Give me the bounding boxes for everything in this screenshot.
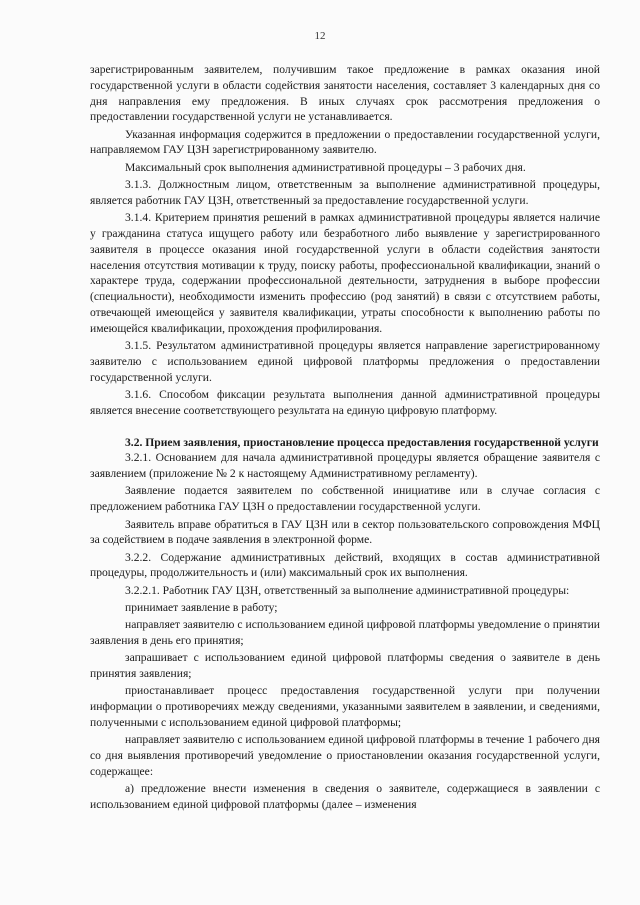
- paragraph-3-2-2-1: 3.2.2.1. Работник ГАУ ЦЗН, ответственный за выполнение административной процедуры:: [125, 583, 570, 597]
- list-item-suspends: приостанавливает процесс предоставления государственной услуги при получении информации о противоречиях между сведениями, указанными заявителем в заявлении, и сведениями, полученными с использованием единой цифровой платформы;: [90, 684, 600, 730]
- paragraph-3-1-4: 3.1.4. Критерием принятия решений в рамках административной процедуры является наличие у гражданина статуса ищущего работу или безработного либо выявление у зарегистрированного заявителя в процессе оказания иной государственной услуги в области содействия занятости населения отсутствия мотивации к труду, поиску работы, профессиональной квалификации, знаний о характере труда, содержании профессиональной деятельности, затруднения в выборе профессии (специальности), необходимости изменить профессию (род занятий) в связи с отсутствием работы, отвечающей имеющейся у заявителя квалификации, утраты способности к выполнению работы по имеющейся квалификации, прохождения профилирования.: [90, 211, 600, 335]
- paragraph-3-1-3: 3.1.3. Должностным лицом, ответственным за выполнение административной процедуры, является работник ГАУ ЦЗН, ответственный за предоставление государственной услуги.: [90, 178, 600, 207]
- list-item-sends-suspension: направляет заявителю с использованием единой цифровой платформы в течение 1 рабочего дня со дня выявления противоречий уведомление о приостановлении оказания государственной услуги, содержащее:: [90, 733, 600, 778]
- paragraph-3-1-5: 3.1.5. Результатом административной процедуры является направление зарегистрированному заявителю с использованием единой цифровой платформы предложения о предоставлении государственной услуги.: [90, 339, 600, 384]
- list-item-accepts: принимает заявление в работу;: [125, 601, 278, 614]
- section-heading-3-2: 3.2. Прием заявления, приостановление процесса предоставления государственной услуги: [125, 435, 599, 449]
- paragraph-applicant-rights: Заявитель вправе обратиться в ГАУ ЦЗН или в сектор пользовательского сопровождения МФЦ за содействием в подаче заявления в электронной форме.: [90, 517, 600, 547]
- paragraph-1: зарегистрированным заявителем, получившим такое предложение в рамках оказания иной государственной услуги в области содействия занятости населения, составляет 3 календарных дня со дня направления ему предложения. В иных случаях срок рассмотрения предложения о предоставлении государственной услуги не устанавливается.: [90, 63, 600, 124]
- paragraph-application-submission: Заявление подается заявителем по собственной инициативе или в случае согласия с предложением работника ГАУ ЦЗН о предоставлении государственной услуги.: [90, 484, 600, 514]
- list-item-requests-info: запрашивает с использованием единой цифровой платформы сведения о заявителе в день принятия заявления;: [90, 651, 600, 681]
- page-number: 12: [314, 30, 326, 42]
- paragraph-3-2-2: 3.2.2. Содержание административных действий, входящих в состав административной процедуры, продолжительность и (или) максимальный срок их выполнения.: [90, 550, 600, 580]
- paragraph-2: Указанная информация содержится в предложении о предоставлении государственной услуги, направляемом ГАУ ЦЗН зарегистрированному заявителю.: [90, 127, 600, 157]
- paragraph-3: Максимальный срок выполнения административной процедуры – 3 рабочих дня.: [125, 160, 526, 174]
- document-body: [90, 62, 600, 813]
- paragraph-3-2-1: 3.2.1. Основанием для начала административной процедуры является обращение заявителя с заявлением (приложение № 2 к настоящему Административному регламенту).: [90, 451, 600, 481]
- paragraph-3-1-6: 3.1.6. Способом фиксации результата выполнения данной административной процедуры является внесение соответствующего результата на единую цифровую платформу.: [90, 387, 600, 417]
- section-gap: [90, 419, 600, 435]
- list-item-a-proposal: а) предложение внести изменения в сведения о заявителе, содержащиеся в заявлении с использованием единой цифровой платформы (далее – изменения: [90, 782, 600, 812]
- list-item-sends-notification: направляет заявителю с использованием единой цифровой платформы уведомление о принятии заявления в день его принятия;: [90, 618, 600, 648]
